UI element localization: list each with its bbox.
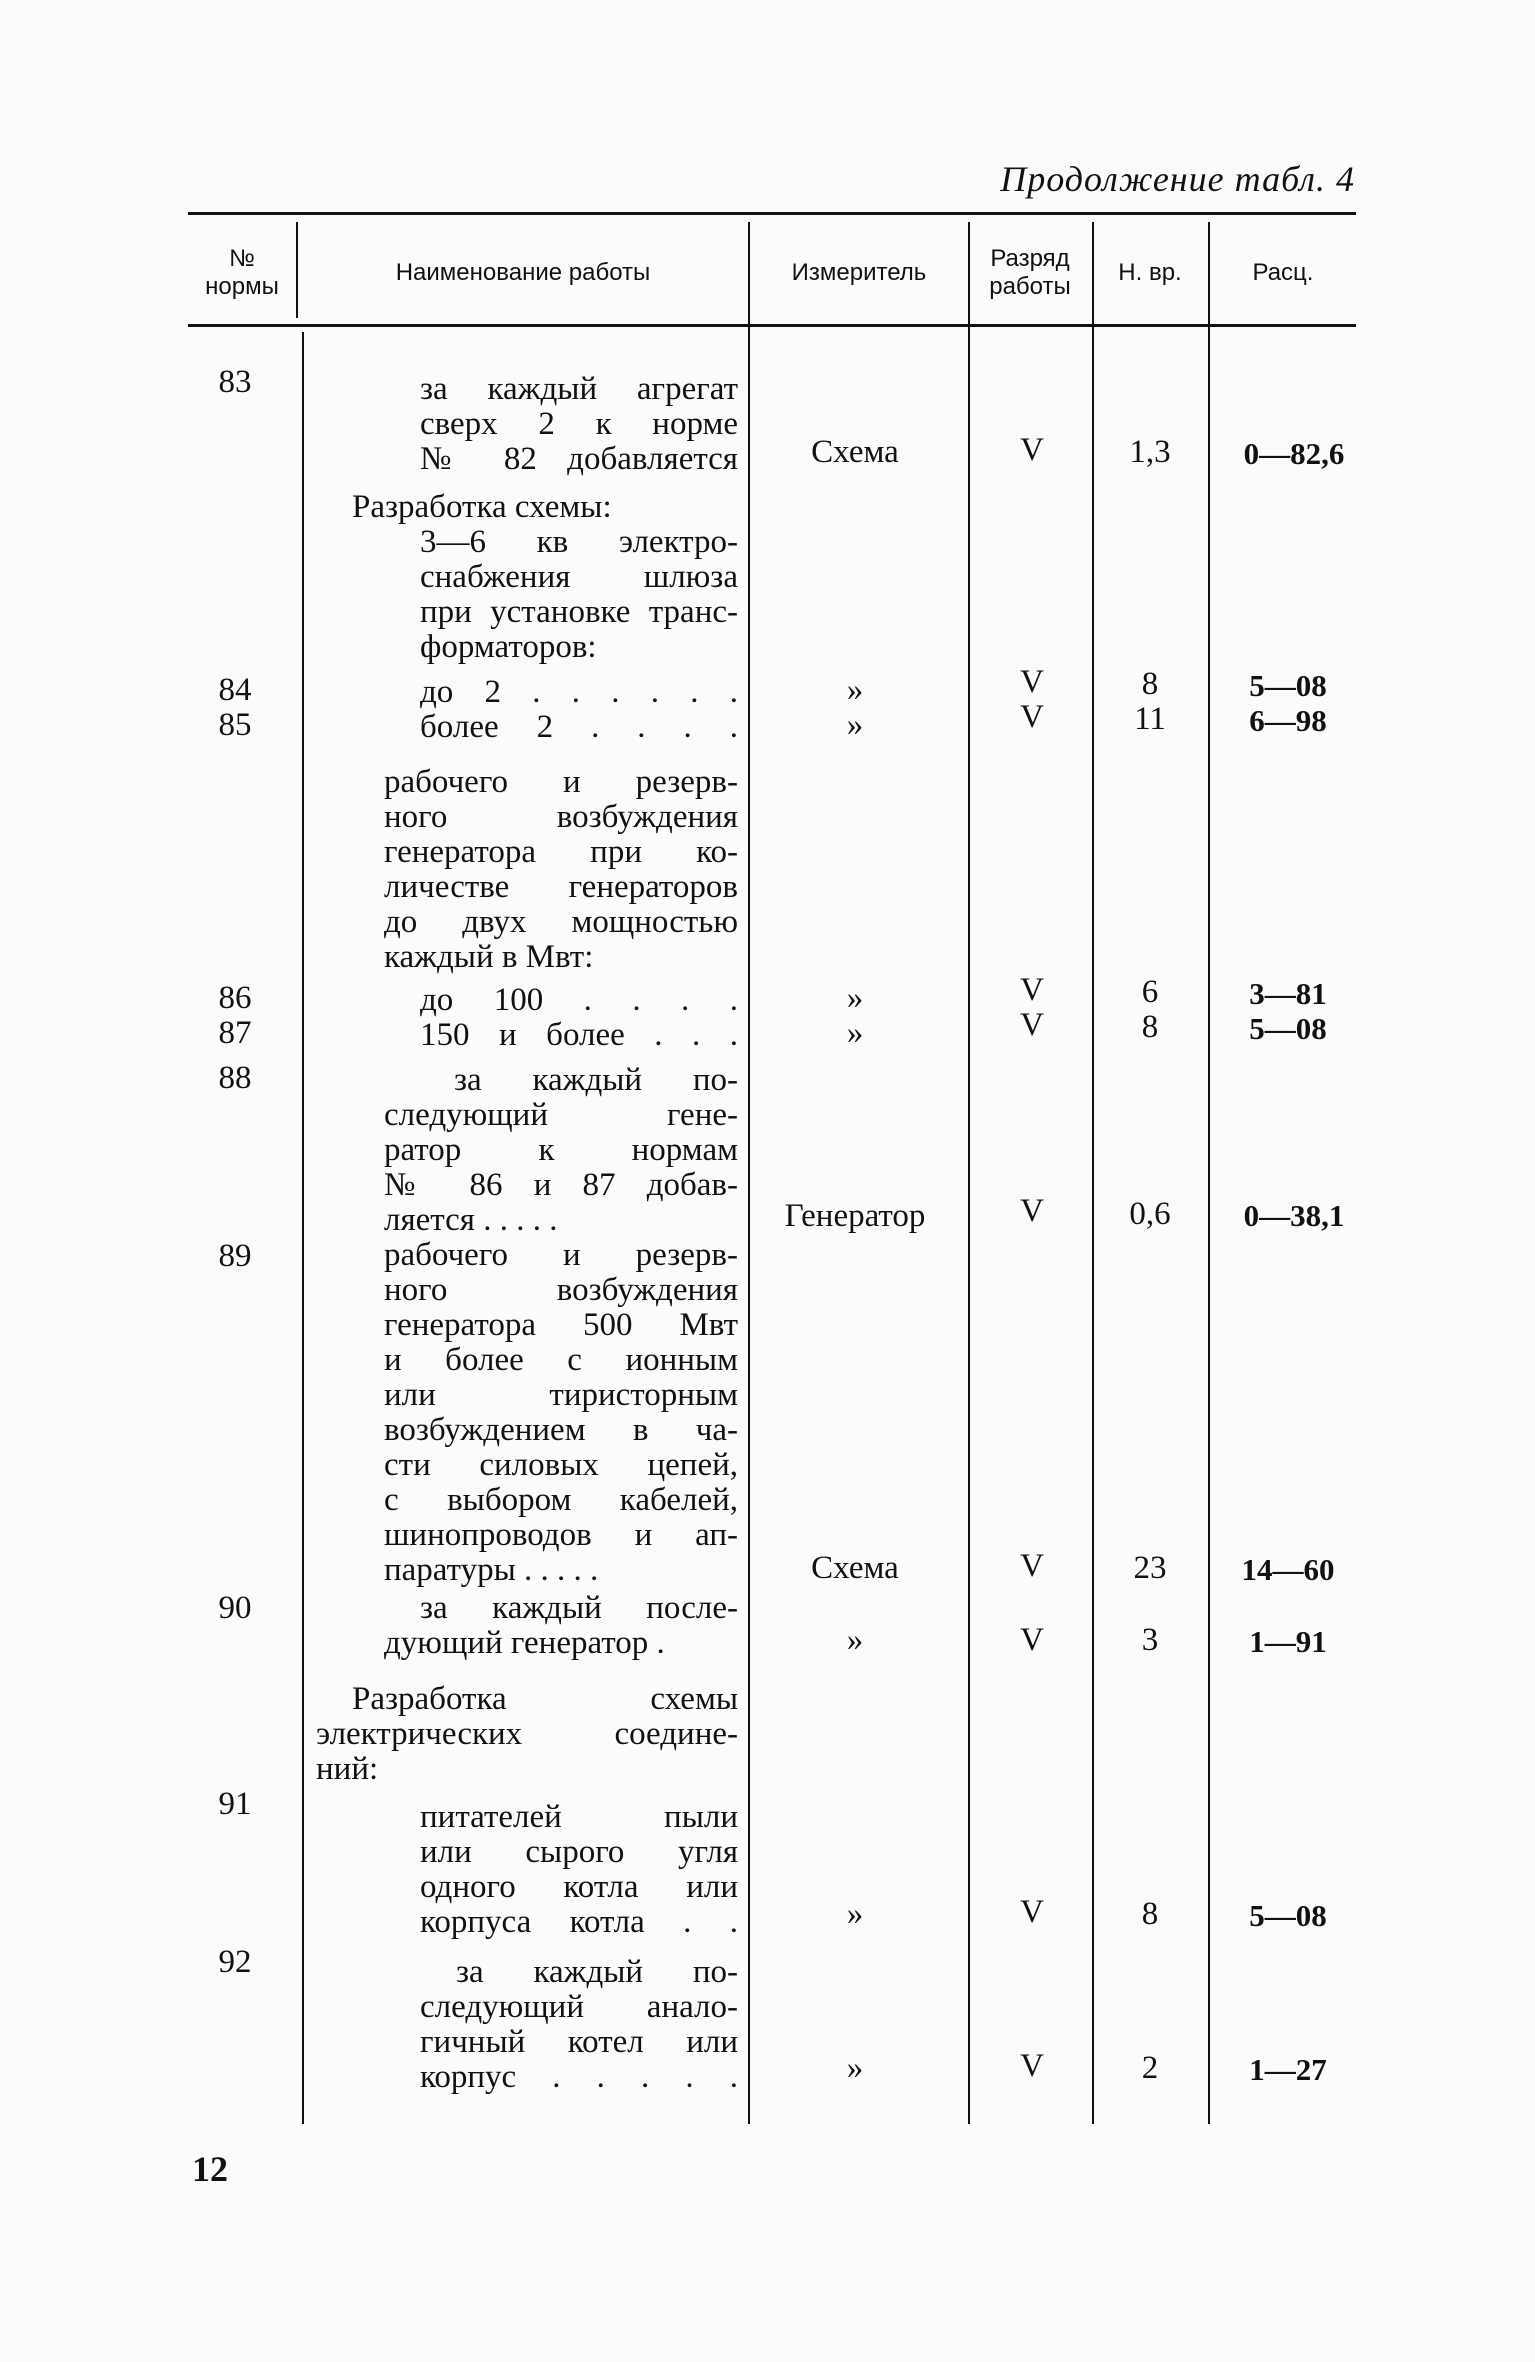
column-divider (748, 222, 750, 2124)
column-divider (968, 222, 970, 2124)
row-grade: V (1020, 1622, 1044, 1658)
row-price: 14—60 (1241, 1552, 1335, 1587)
row-number: 88 (218, 1060, 252, 1096)
row-measure: Генератор (784, 1198, 926, 1234)
row-grade: V (1020, 699, 1044, 735)
row-price: 6—98 (1249, 703, 1327, 738)
row-grade: V (1020, 664, 1044, 700)
header-hours: Н. вр. (1118, 259, 1182, 286)
row-grade: V (1020, 432, 1044, 468)
row-grade: V (1020, 1007, 1044, 1043)
section-heading: Разработка схемы: (352, 489, 612, 525)
row-90-description: за каждый после- (420, 1590, 738, 1626)
header-number: № нормы (205, 245, 279, 300)
header-bottom-rule (188, 324, 1356, 327)
row-88-description-tail: ляется . . . . . (384, 1202, 558, 1238)
row-92-description: за каждый по- следующий анало- гичный котел или корпус . . . . . (420, 1954, 738, 2095)
row-hours: 8 (1141, 666, 1159, 702)
section-heading: Разработка схемы электрических соедине- (316, 1681, 738, 1752)
section-heading: рабочего и резерв- ного возбуждения генератора при ко- личестве генераторов до двух мощностью (384, 764, 738, 940)
row-price: 0—82,6 (1243, 436, 1345, 471)
row-hours: 6 (1141, 974, 1159, 1010)
row-hours: 8 (1141, 1896, 1159, 1932)
row-hours: 23 (1133, 1550, 1167, 1586)
row-price: 1—27 (1249, 2052, 1327, 2087)
row-89-description-tail: паратуры . . . . . (384, 1552, 599, 1588)
table-caption: Продолжение табл. 4 (1000, 159, 1355, 199)
row-hours: 3 (1141, 1622, 1159, 1658)
row-measure: » (846, 707, 864, 743)
row-84-description: до 2 . . . . . . (420, 674, 738, 710)
row-measure: » (846, 1896, 864, 1932)
column-divider (302, 332, 304, 2124)
row-number: 87 (218, 1015, 252, 1051)
header-price: Расц. (1252, 259, 1314, 286)
header-grade: Разряд работы (989, 245, 1071, 300)
row-87-description: 150 и более . . . (420, 1017, 738, 1053)
row-price: 0—38,1 (1243, 1198, 1345, 1233)
row-measure: » (846, 672, 864, 708)
row-price: 5—08 (1249, 1011, 1327, 1046)
column-divider (1092, 222, 1094, 2124)
row-grade: V (1020, 1548, 1044, 1584)
row-grade: V (1020, 1894, 1044, 1930)
row-83-description: за каждый агрегат сверх 2 к норме № 82 добавляется (420, 371, 738, 477)
row-price: 5—08 (1249, 1898, 1327, 1933)
header-measure: Измеритель (791, 259, 927, 286)
section-subheading: 3—6 кв электро- снабжения шлюза при установке транс- (420, 524, 738, 630)
row-number: 84 (218, 672, 252, 708)
row-measure: » (846, 980, 864, 1016)
row-measure: » (846, 1015, 864, 1051)
column-divider (1208, 222, 1210, 2124)
row-89-description: рабочего и резерв- ного возбуждения генератора 500 Мвт и более с ионным или тиристорным возбуждением в ча- сти силовых цепей, с выбором кабелей, шинопроводов и ап- (384, 1237, 738, 1553)
row-88-description: за каждый по- следующий гене- ратор к нормам № 86 и 87 добав- (384, 1062, 738, 1203)
row-number: 91 (218, 1786, 252, 1822)
section-heading-tail: ний: (316, 1751, 379, 1787)
section-subheading-tail: форматоров: (420, 629, 597, 665)
row-measure: Схема (811, 434, 899, 470)
row-grade: V (1020, 1193, 1044, 1229)
row-measure: » (846, 1622, 864, 1658)
row-price: 1—91 (1249, 1624, 1327, 1659)
row-grade: V (1020, 972, 1044, 1008)
row-measure: Схема (811, 1550, 899, 1586)
row-number: 85 (218, 707, 252, 743)
table-top-rule (188, 212, 1356, 215)
row-hours: 0,6 (1129, 1196, 1171, 1232)
page-number: 12 (192, 2149, 228, 2189)
row-hours: 2 (1141, 2050, 1159, 2086)
row-price: 3—81 (1249, 976, 1327, 1011)
column-divider (296, 222, 298, 318)
row-measure: » (846, 2050, 864, 2086)
row-hours: 1,3 (1129, 434, 1171, 470)
row-hours: 11 (1134, 701, 1166, 737)
row-number: 86 (218, 980, 252, 1016)
row-number: 92 (218, 1944, 252, 1980)
row-91-description: питателей пыли или сырого угля одного котла или корпуса котла . . (420, 1799, 738, 1940)
row-number: 90 (218, 1590, 252, 1626)
row-hours: 8 (1141, 1009, 1159, 1045)
row-number: 89 (218, 1238, 252, 1274)
row-number: 83 (218, 364, 252, 400)
row-90-description-tail: дующий генератор . (384, 1625, 665, 1661)
row-85-description: более 2 . . . . (420, 709, 738, 745)
row-grade: V (1020, 2048, 1044, 2084)
header-name: Наименование работы (395, 259, 651, 286)
section-heading-tail: каждый в Мвт: (384, 939, 594, 975)
row-86-description: до 100 . . . . (420, 982, 738, 1018)
row-price: 5—08 (1249, 668, 1327, 703)
